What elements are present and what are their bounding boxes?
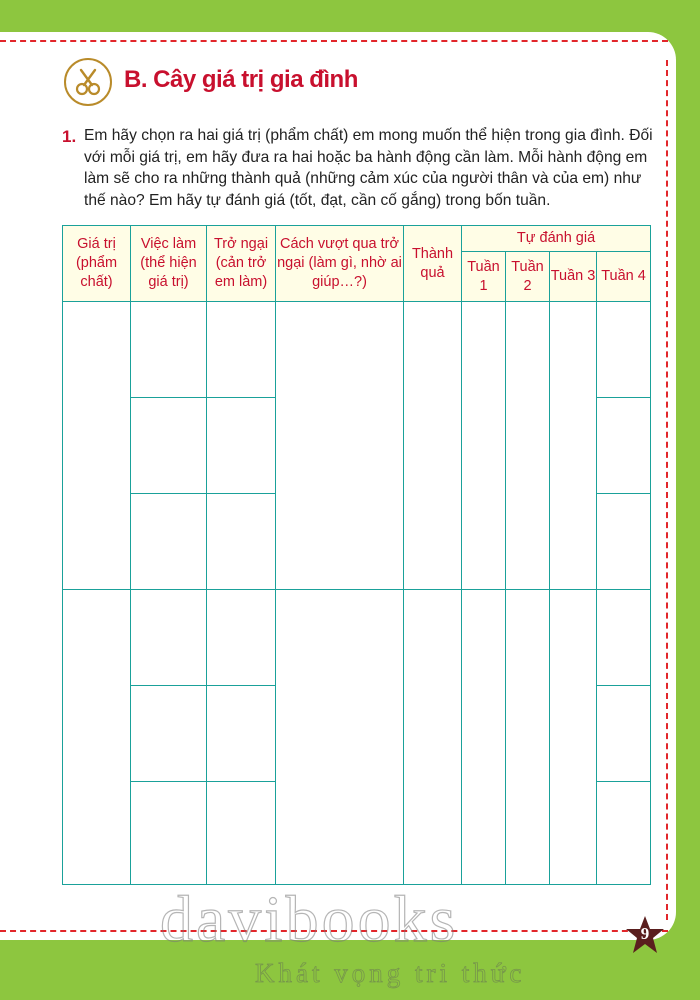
table-row bbox=[63, 302, 651, 398]
header-overcome: Cách vượt qua trở ngại (làm gì, nhờ ai giúp…?) bbox=[276, 226, 404, 302]
header-week-1: Tuần 1 bbox=[462, 252, 506, 302]
cell-value-2[interactable] bbox=[63, 590, 131, 885]
question-text: Em hãy chọn ra hai giá trị (phẩm chất) em mong muốn thể hiện trong gia đình. Đối với mỗi giá trị, em hãy đưa ra hai hoặc ba hành động cần làm. Mỗi hành động em làm sẽ cho ra những thành quả (những cảm xúc của người thân và của em) như thế nào? Em hãy tự đánh giá (tốt, đạt, cần cố gắng) trong bốn tuần. bbox=[84, 127, 653, 209]
self-evaluation-table bbox=[62, 225, 651, 885]
cell-week2-1[interactable] bbox=[506, 302, 550, 590]
cell[interactable] bbox=[597, 782, 651, 885]
cell-week1-2[interactable] bbox=[462, 590, 506, 885]
cell-overcome-2[interactable] bbox=[276, 590, 404, 885]
cell[interactable] bbox=[131, 782, 207, 885]
header-week-3: Tuần 3 bbox=[550, 252, 597, 302]
cell-week1-1[interactable] bbox=[462, 302, 506, 590]
cell[interactable] bbox=[597, 686, 651, 782]
header-obstacle: Trở ngại (cản trở em làm) bbox=[207, 226, 276, 302]
cell-result-2[interactable] bbox=[404, 590, 462, 885]
cell-week2-2[interactable] bbox=[506, 590, 550, 885]
cell[interactable] bbox=[131, 302, 207, 398]
watermark-brand: davibooks bbox=[160, 883, 459, 956]
cell[interactable] bbox=[207, 590, 276, 686]
header-self-eval: Tự đánh giá bbox=[462, 226, 651, 252]
cell[interactable] bbox=[131, 494, 207, 590]
section-title: B. Cây giá trị gia đình bbox=[124, 66, 358, 93]
header-value: Giá trị (phẩm chất) bbox=[63, 226, 131, 302]
header-work: Việc làm (thể hiện giá trị) bbox=[131, 226, 207, 302]
cell[interactable] bbox=[207, 686, 276, 782]
header-week-4: Tuần 4 bbox=[597, 252, 651, 302]
cell[interactable] bbox=[597, 398, 651, 494]
cell-value-1[interactable] bbox=[63, 302, 131, 590]
cell[interactable] bbox=[207, 302, 276, 398]
cell[interactable] bbox=[207, 782, 276, 885]
table-row bbox=[63, 590, 651, 686]
cell[interactable] bbox=[131, 590, 207, 686]
scissors-icon bbox=[64, 58, 112, 106]
cell[interactable] bbox=[597, 302, 651, 398]
header-result: Thành quả bbox=[404, 226, 462, 302]
cell-result-1[interactable] bbox=[404, 302, 462, 590]
dashed-border-top bbox=[0, 40, 668, 42]
cell-week3-2[interactable] bbox=[550, 590, 597, 885]
cell[interactable] bbox=[207, 494, 276, 590]
dashed-border-right bbox=[666, 60, 668, 920]
cell[interactable] bbox=[131, 686, 207, 782]
watermark-slogan: Khát vọng tri thức bbox=[255, 958, 526, 988]
cell[interactable] bbox=[207, 398, 276, 494]
question-number: 1. bbox=[62, 127, 77, 146]
header-week-2: Tuần 2 bbox=[506, 252, 550, 302]
cell[interactable] bbox=[597, 590, 651, 686]
page-number: 9 bbox=[640, 924, 650, 943]
cell[interactable] bbox=[131, 398, 207, 494]
cell-week3-1[interactable] bbox=[550, 302, 597, 590]
cell-overcome-1[interactable] bbox=[276, 302, 404, 590]
cell[interactable] bbox=[597, 494, 651, 590]
